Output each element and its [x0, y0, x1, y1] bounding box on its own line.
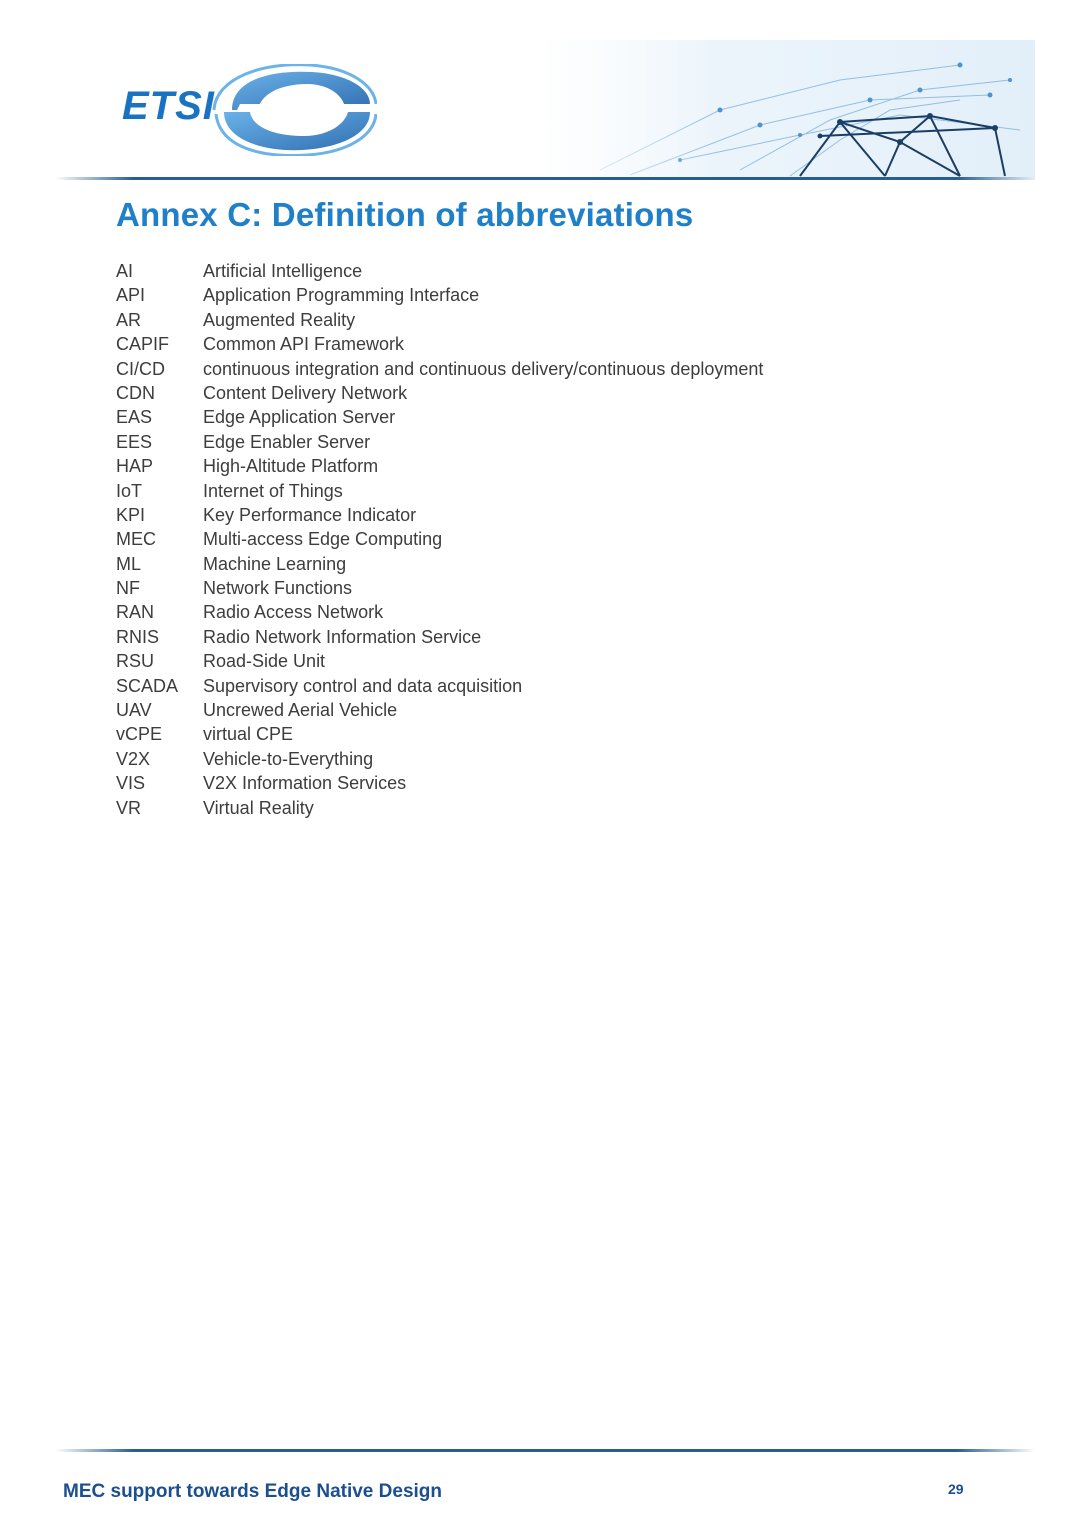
abbreviation-term: AI [116, 261, 134, 281]
abbreviation-term: V2X [116, 748, 151, 769]
abbreviation-row [116, 600, 996, 624]
page-header [0, 0, 1080, 190]
abbreviation-list [116, 259, 996, 820]
abbreviation-definition: Vehicle-to-Everything [203, 748, 374, 769]
abbreviation-row [116, 527, 996, 551]
abbreviation-term: KPI [116, 504, 146, 525]
abbreviation-row [116, 698, 996, 722]
abbreviation-term: RNIS [116, 626, 160, 647]
abbreviation-definition: Edge Enabler Server [203, 431, 371, 452]
abbreviation-row [116, 552, 996, 576]
abbreviation-term: RSU [116, 651, 155, 672]
abbreviation-row [116, 503, 996, 527]
abbreviation-definition: Key Performance Indicator [203, 504, 417, 525]
abbreviation-row [116, 576, 996, 600]
etsi-logo [112, 64, 377, 156]
abbreviation-row [116, 722, 996, 746]
abbreviation-row [116, 771, 996, 795]
abbreviation-term: ML [116, 553, 142, 574]
abbreviation-term: NF [116, 578, 140, 599]
abbreviation-definition: Application Programming Interface [203, 285, 480, 306]
footer-rule [55, 1449, 1035, 1452]
abbreviation-term: HAP [116, 456, 154, 477]
abbreviation-definition: Road-Side Unit [203, 651, 326, 672]
network-graphic [540, 40, 1035, 180]
abbreviation-definition: Internet of Things [203, 480, 343, 501]
abbreviation-term: SCADA [116, 675, 179, 696]
abbreviation-definition: Machine Learning [203, 553, 347, 574]
header-rule [55, 177, 1035, 180]
abbreviation-row [116, 430, 996, 454]
abbreviation-row [116, 357, 996, 381]
abbreviation-row [116, 796, 996, 820]
abbreviation-definition: virtual CPE [203, 724, 294, 745]
abbreviation-definition: Radio Network Information Service [203, 626, 482, 647]
abbreviation-definition: Content Delivery Network [203, 382, 408, 403]
abbreviation-row [116, 674, 996, 698]
abbreviation-definition: V2X Information Services [203, 773, 407, 794]
abbreviation-term: MEC [116, 529, 156, 550]
abbreviation-term: EAS [116, 407, 153, 428]
abbreviation-definition: Edge Application Server [203, 407, 396, 428]
abbreviation-definition: Common API Framework [203, 334, 405, 355]
abbreviation-term: UAV [116, 700, 152, 721]
abbreviation-term: CDN [116, 382, 155, 403]
abbreviation-definition: High-Altitude Platform [203, 456, 379, 477]
abbreviation-term: VIS [116, 773, 146, 794]
abbreviation-row [116, 649, 996, 673]
footer-document-title: MEC support towards Edge Native Design [63, 1481, 442, 1502]
abbreviation-row [116, 454, 996, 478]
abbreviation-term: API [116, 285, 146, 306]
page-title: Annex C: Definition of abbreviations [116, 196, 694, 233]
abbreviation-row [116, 747, 996, 771]
abbreviation-definition: Multi-access Edge Computing [203, 529, 443, 550]
abbreviation-row [116, 479, 996, 503]
abbreviation-term: CI/CD [116, 358, 165, 379]
abbreviation-row [116, 381, 996, 405]
abbreviation-row [116, 405, 996, 429]
abbreviation-definition: continuous integration and continuous delivery/continuous deployment [203, 358, 764, 379]
abbreviation-row [116, 332, 996, 356]
abbreviation-definition: Supervisory control and data acquisition [203, 675, 523, 696]
abbreviation-definition: Uncrewed Aerial Vehicle [203, 700, 398, 721]
logo-text: ETSI [122, 84, 215, 128]
abbreviation-term: EES [116, 431, 153, 452]
abbreviation-row [116, 625, 996, 649]
abbreviation-definition: Virtual Reality [203, 797, 314, 818]
abbreviation-definition: Augmented Reality [203, 309, 356, 330]
abbreviation-term: IoT [116, 480, 143, 501]
page-number: 29 [948, 1481, 964, 1497]
abbreviation-term: RAN [116, 602, 155, 623]
abbreviation-row [116, 308, 996, 332]
abbreviation-term: vCPE [116, 724, 163, 745]
abbreviation-term: VR [116, 797, 142, 818]
abbreviation-row [116, 283, 996, 307]
abbreviation-definition: Radio Access Network [203, 602, 384, 623]
abbreviation-row [116, 259, 996, 283]
abbreviation-definition: Network Functions [203, 578, 353, 599]
abbreviation-term: AR [116, 309, 142, 330]
abbreviation-definition: Artificial Intelligence [203, 261, 363, 281]
abbreviation-term: CAPIF [116, 334, 170, 355]
